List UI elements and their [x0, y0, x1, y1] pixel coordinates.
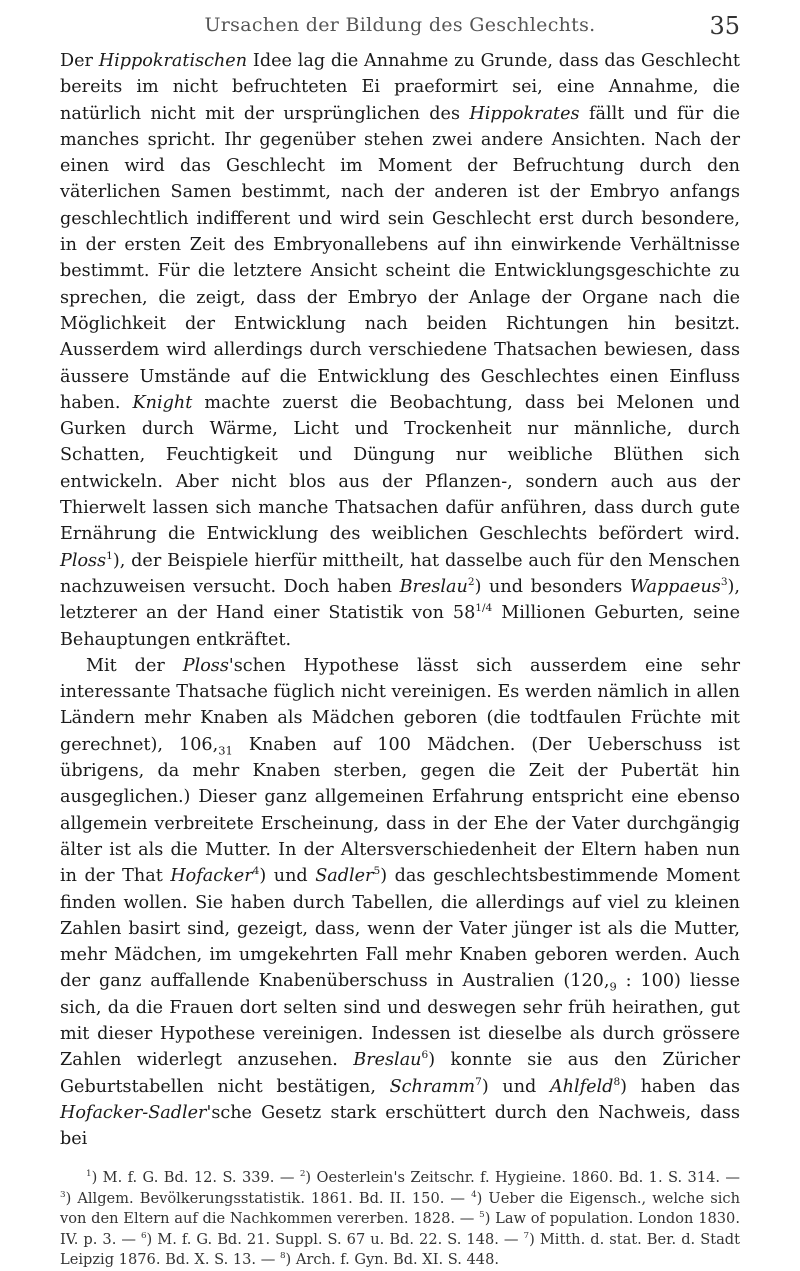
text-run: 'sche Gesetz stark erschüttert durch den Nachweis, dass bei	[60, 1102, 740, 1150]
footnote-text: ) Oesterlein's Zeitschr. f. Hygieine. 1860. Bd. 1. S. 314. —	[305, 1169, 740, 1187]
footnote-ref: 3	[720, 576, 728, 589]
text-run: ) konnte sie aus den Züricher Geburtstabellen nicht bestätigen,	[60, 1050, 740, 1097]
author-name: Ploss	[60, 550, 107, 571]
text-run: ), letzterer an der Hand einer Statistik von 58	[60, 576, 740, 624]
author-name: Hofacker	[170, 866, 253, 887]
footnote-text: ) Allgem. Bevölkerungsstatistik. 1861. Bd. II. 150. —	[65, 1189, 472, 1207]
text-run: ) und	[259, 866, 316, 887]
text-run: Der	[60, 51, 99, 71]
footnote-mark: 2	[299, 1169, 306, 1180]
text-run: Mit der	[86, 655, 183, 676]
text-run: machte zuerst die Beobachtung, dass bei Melonen und Gurken durch Wärme, Licht und Trockenheit nur männliche, durch Schatten, Feuchtigkeit und Düngung nur weibliche Blüthen sich entwickeln. Aber nicht blos aus der Pflanzen-, sondern auch aus der Thierwelt lassen sich manche Thatsachen dafür anführen, dass durch gute Ernährung die Entwicklung des weiblichen Geschlechts befördert wird.	[60, 392, 740, 545]
author-name: Breslau	[353, 1050, 422, 1071]
paragraph	[60, 653, 740, 1153]
decimal-subscript: 9	[609, 979, 617, 994]
footnote-ref: 5	[373, 865, 381, 878]
footnote-text: ) Arch. f. Gyn. Bd. XI. S. 448.	[285, 1251, 499, 1269]
running-header	[60, 14, 740, 48]
footnote-ref: 4	[252, 865, 260, 878]
author-name: Ploss	[182, 655, 229, 676]
footnote-mark: 6	[140, 1231, 147, 1242]
text-run: ) und besonders	[474, 576, 630, 597]
text-run: fällt und für die manches spricht. Ihr gegenüber stehen zwei andere Ansichten. Nach der einen wird das Geschlecht im Moment der Befruchtung durch den väterlichen Samen bestimmt, nach der anderen ist der Embryo anfangs geschlechtlich indifferent und wird sein Geschlecht erst durch besondere, in der ersten Zeit des Embryonallebens auf ihn einwirkende Verhältnisse bestimmt. Für die letztere Ansicht scheint die Entwicklungsgeschichte zu sprechen, die zeigt, dass der Embryo der Anlage der Organe nach die Möglichkeit der Entwicklung nach beiden Richtungen hin besitzt. Ausserdem wird allerdings durch verschiedene Thatsachen bewiesen, dass äussere Umstände auf die Entwicklung des Geschlechtes einen Einfluss haben.	[60, 103, 740, 413]
fraction: 1/4	[475, 602, 493, 615]
text-run: : 100) liesse sich, da die Frauen dort selten sind und deswegen sehr früh heirathen, gut mit dieser Hypothese vereinigen. Indessen ist dieselbe als durch grössere Zahlen widerlegt anzusehen.	[60, 971, 740, 1071]
author-name: Wappaeus	[629, 576, 721, 597]
author-name: Hippokrates	[469, 103, 580, 124]
author-name: Ahlfeld	[549, 1076, 614, 1097]
footnote-mark: 7	[523, 1231, 530, 1242]
footnote-text: ) M. f. G. Bd. 12. S. 339. —	[91, 1169, 300, 1187]
paragraph	[60, 48, 740, 653]
author-name: Breslau	[399, 576, 468, 597]
text-run: Millionen Geburten, seine Behauptungen entkräftet.	[60, 603, 740, 650]
footnote-block	[60, 1168, 740, 1271]
text-run: 'schen Hypothese lässt sich ausserdem eine sehr interessante Thatsache füglich nicht vereinigen. Es werden nämlich in allen Ländern mehr Knaben als Mädchen geboren (die todtfaulen Früchte mit gerechnet), 106,	[60, 655, 740, 755]
footnote-mark: 1	[86, 1169, 92, 1180]
footnotes	[60, 1168, 740, 1271]
author-name: Schramm	[389, 1076, 476, 1097]
footnote-ref: 6	[421, 1049, 429, 1062]
author-name: Hofacker-Sadler	[60, 1102, 207, 1123]
text-run: ), der Beispiele hierfür mittheilt, hat dasselbe auch für den Menschen nachzuweisen versucht. Doch haben	[60, 550, 740, 597]
footnote-mark: 5	[479, 1210, 485, 1221]
decimal-subscript: 31	[218, 743, 233, 758]
text-run: ) haben das	[620, 1076, 740, 1097]
text-run: ) und	[481, 1076, 550, 1097]
author-name: Knight	[132, 392, 193, 413]
author-name: Sadler	[315, 866, 374, 887]
running-title: Ursachen der Bildung des Geschlechts.	[204, 14, 596, 36]
footnote-mark: 4	[471, 1190, 477, 1201]
footnote-mark: 8	[279, 1251, 286, 1262]
footnote-text: ) Mitth. d. stat. Ber. d. Stadt Leipzig 1876. Bd. X. S. 13. —	[60, 1230, 740, 1269]
footnote-mark: 3	[60, 1190, 66, 1201]
footnote-text: ) Ueber die Eigensch., welche sich von den Eltern auf die Nachkommen vererben. 1828. —	[60, 1189, 740, 1228]
footnote-ref: 1	[106, 549, 113, 562]
text-run: Idee lag die Annahme zu Grunde, dass das Geschlecht bereits im nicht befruchteten Ei praeformirt sei, eine Annahme, die natürlich nicht mit der ursprünglichen des	[60, 51, 740, 124]
footnote-text: ) Law of population. London 1830. IV. p. 3. —	[60, 1210, 740, 1248]
page-number: 35	[709, 12, 740, 40]
author-name: Hippokratischen	[98, 51, 248, 71]
footnote-ref: 7	[475, 1075, 482, 1088]
footnote-text: ) M. f. G. Bd. 21. Suppl. S. 67 u. Bd. 22. S. 148. —	[146, 1230, 524, 1248]
text-run: Knaben auf 100 Mädchen. (Der Ueberschuss ist übrigens, da mehr Knaben sterben, gegen die Zeit der Pubertät hin ausgeglichen.) Dieser ganz allgemeinen Erfahrung entspricht eine ebenso allgemein verbreitete Erscheinung, dass in der Ehe der Vater durchgängig älter ist als die Mutter. In der Altersverschiedenheit der Eltern haben nun in der That	[60, 734, 741, 887]
footnote-ref: 8	[613, 1075, 621, 1088]
body-text	[60, 48, 740, 1152]
text-run: ) das geschlechtsbestimmende Moment finden wollen. Sie haben durch Tabellen, die allerdings auf viel zu kleinen Zahlen basirt sind, gezeigt, dass, wenn der Vater jünger ist als die Mutter, mehr Mädchen, im umgekehrten Fall mehr Knaben geboren werden. Auch der ganz auffallende Knabenüberschuss in Australien (120,	[60, 866, 740, 992]
footnote-ref: 2	[467, 576, 475, 589]
